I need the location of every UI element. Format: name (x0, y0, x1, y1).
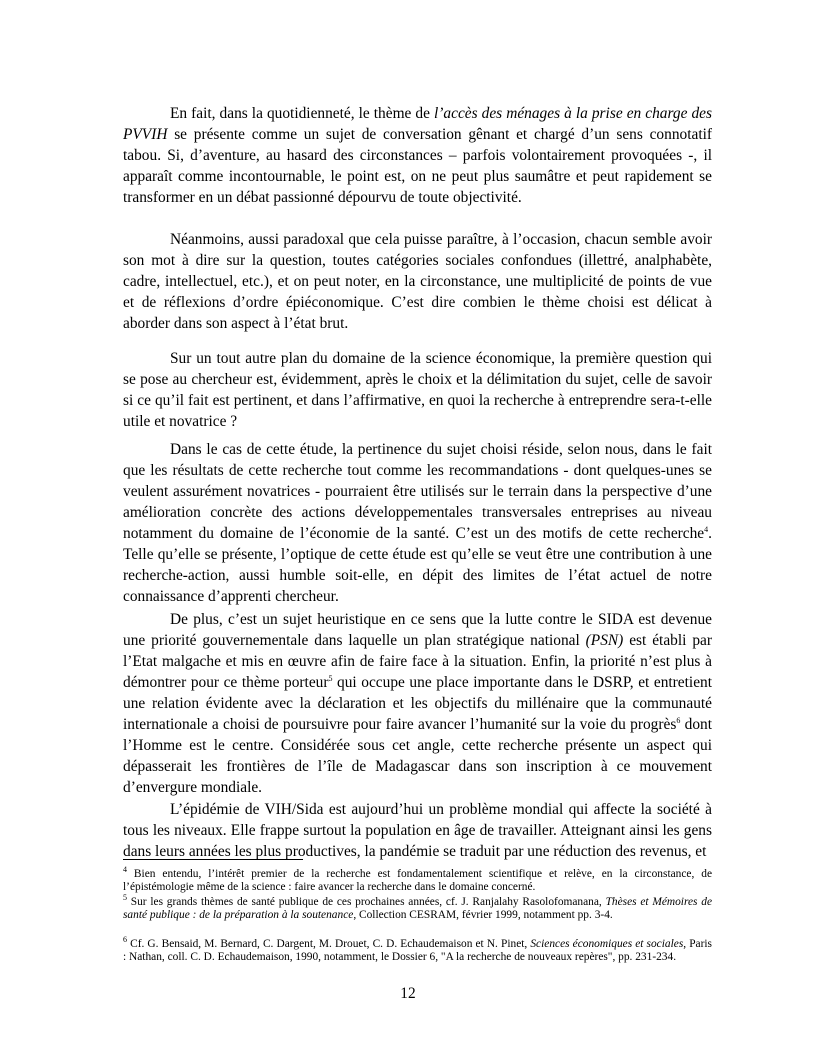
paragraph-5-text-a: De plus, c’est un sujet heuristique en ce sens que la lutte contre le SIDA est devenue une priorité gouvernementale dans laquelle un plan stratégique national (123, 611, 712, 649)
paragraph-6: L’épidémie de VIH/Sida est aujourd’hui un problème mondial qui affecte la société à tous les niveaux. Elle frappe surtout la population en âge de travailler. Atteignant ainsi les gens dans leurs années les plus productives, la pandémie se traduit par une réduction des revenus, et (123, 801, 712, 860)
footnote-5-text-a: Sur les grands thèmes de santé publique de ces prochaines années, cf. J. Ranjalahy Rasolofomanana, (127, 896, 606, 908)
paragraph-5-italic-psn: (PSN) (585, 632, 624, 649)
footnote-6 (123, 935, 712, 964)
footnote-ref-5: 5 (328, 673, 333, 683)
paragraph-1 (123, 103, 712, 208)
paragraph-5-text-b: est établi par l’Etat malgache et mis en œuvre afin de faire face à la situation. Enfin, la priorité n’est plus à démontrer pour ce thème porteur (123, 632, 712, 691)
footnote-5-title: Thèses et Mémoires de santé publique : de la préparation à la soutenance (123, 896, 712, 922)
paragraph-1-text-a: En fait, dans la quotidienneté, le thème de (170, 105, 435, 122)
footnote-5 (123, 893, 712, 922)
footnote-separator (123, 859, 303, 860)
paragraph-1-text-b: se présente comme un sujet de conversation gênant et chargé d’un sens connotatif tabou. Si, d’aventure, au hasard des circonstances – parfois volontairement provoquées -, il apparaît comme incontournable, le point est, on ne peut plus saumâtre et peut rapidement se transformer en un débat passionné dépourvu de toute objectivité. (123, 126, 712, 206)
page-number: 12 (400, 985, 416, 1002)
footnote-ref-4: 4 (704, 524, 709, 534)
paragraph-4 (123, 439, 712, 607)
paragraph-2: Néanmoins, aussi paradoxal que cela puisse paraître, à l’occasion, chacun semble avoir son mot à dire sur la question, toutes catégories sociales confondues (illettré, analphabète, cadre, intellectuel, etc.), et on peut noter, en la circonstance, une multiplicité de points de vue et de réflexions d’ordre épiéconomique. C’est dire combien le thème choisi est délicat à aborder dans son aspect à l’état brut. (123, 231, 712, 332)
footnote-6-text-a: Cf. G. Bensaid, M. Bernard, C. Dargent, M. Drouet, C. D. Echaudemaison et N. Pinet, (127, 938, 531, 950)
paragraph-5-text-d: dont l’Homme est le centre. Considérée sous cet angle, cette recherche présente un aspect qui dépasserait les frontières de l’île de Madagascar dans son inscription à ce mouvement d’envergure mondiale. (123, 716, 712, 796)
paragraph-3: Sur un tout autre plan du domaine de la science économique, la première question qui se pose au chercheur est, évidemment, après le choix et la délimitation du sujet, celle de savoir si ce qu’il fait est pertinent, et dans l’affirmative, en quoi la recherche à entreprendre sera-t-elle utile et novatrice ? (123, 350, 712, 430)
footnote-6-text-b: , Paris : Nathan, coll. C. D. Echaudemaison, 1990, notamment, le Dossier 6, "A la recherche de nouveaux repères", pp. 231-234. (123, 938, 712, 964)
footnote-4-number: 4 (123, 865, 127, 875)
footnote-6-number: 6 (123, 935, 127, 945)
paragraph-4-text-a: Dans le cas de cette étude, la pertinence du sujet choisi réside, selon nous, dans le fait que les résultats de cette recherche tout comme les recommandations - dont quelques-unes se veulent assurément novatrices - pourraient être utilisés sur le terrain dans la perspective d’une amélioration concrète des actions développementales transversales entreprises au niveau notamment du domaine de l’économie de la santé. C’est un des motifs de cette recherche (123, 441, 712, 542)
paragraph-5 (123, 609, 712, 798)
footnote-6-title: Sciences économiques et sociales (530, 938, 684, 950)
paragraph-4-text-b: . Telle qu’elle se présente, l’optique de cette étude est qu’elle se veut être une contribution à une recherche-action, aussi humble soit-elle, en dépit des limites de l’état actuel de notre connaissance d’apprenti chercheur. (123, 525, 712, 605)
paragraph-1-italic-theme: l’accès des ménages à la prise en charge des PVVIH (123, 105, 712, 143)
footnote-4-text: Bien entendu, l’intérêt premier de la recherche est fondamentalement scientifique et relève, en la circonstance, de l’épistémologie même de la science : faire avancer la recherche dans le domaine concerné. (123, 868, 712, 894)
paragraph-5-text-c: qui occupe une place importante dans le DSRP, et entretient une relation évidente avec la déclaration et les objectifs du millénaire que la communauté internationale a choisi de poursuivre pour faire avancer l’humanité sur la voie du progrès (123, 674, 712, 733)
footnote-4 (123, 865, 712, 894)
footnote-5-number: 5 (123, 893, 127, 903)
footnote-ref-6: 6 (676, 715, 681, 725)
footnote-5-text-b: , Collection CESRAM, février 1999, notamment pp. 3-4. (353, 909, 613, 922)
